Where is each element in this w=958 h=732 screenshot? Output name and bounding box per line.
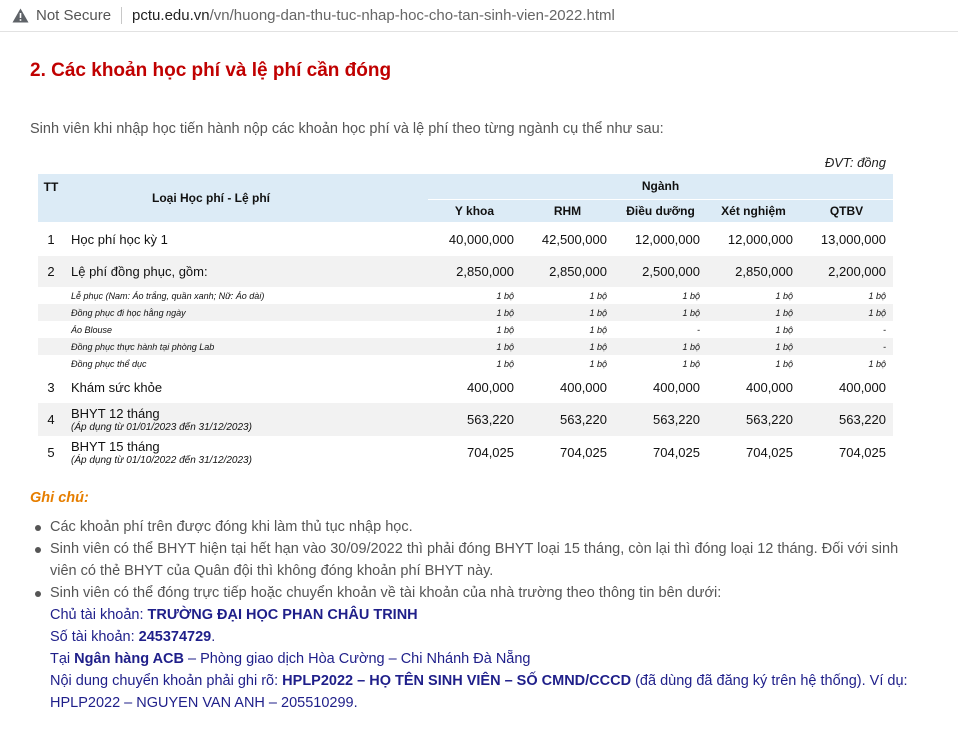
row-number [38,321,64,338]
list-item [32,516,912,538]
bullet [35,547,41,553]
value: Ngân hàng ACB [74,651,184,667]
label: Nội dung chuyển khoản phải ghi rõ: [50,673,283,689]
cell: 2,200,000 [800,256,893,287]
header-col: RHM [521,199,614,222]
cell: 1 bộ [800,304,893,321]
list-item [32,538,912,582]
row-label-text: BHYT 15 tháng [71,439,160,454]
row-number: 2 [38,256,64,287]
bullet [35,591,41,597]
cell: 13,000,000 [820,231,886,247]
cell: - [697,324,700,335]
cell: 1 bộ [614,338,707,355]
label: Chủ tài khoản: [50,607,148,623]
header-col: Xét nghiệm [707,199,800,222]
cell: 1 bộ [521,304,614,321]
cell: 2,850,000 [707,256,800,287]
cell: 2,850,000 [428,256,521,287]
transfer-content [50,670,912,714]
cell: 1 bộ [521,338,614,355]
row-number: 3 [47,380,55,395]
address-bar[interactable] [0,0,958,32]
cell: 704,025 [653,445,700,460]
header-type: Loại Học phí - Lệ phí [64,174,428,222]
url-host: pctu.edu.vn [132,7,210,24]
table-row [38,436,893,469]
cell: 1 bộ [682,358,700,369]
bullet [35,525,41,531]
label: Số tài khoản: [50,629,139,645]
cell: 563,220 [428,403,521,436]
url-path: /vn/huong-dan-thu-tuc-nhap-hoc-cho-tan-sinh-vien-2022.html [209,7,615,24]
cell: 1 bộ [707,304,800,321]
unit-label: ĐVT: đồng [824,155,886,170]
table-row [38,222,893,256]
cell: 400,000 [839,380,886,395]
value: TRƯỜNG ĐẠI HỌC PHAN CHÂU TRINH [147,607,418,623]
cell: 400,000 [653,380,700,395]
table-row [38,355,893,372]
cell: 2,850,000 [521,256,614,287]
cell: 563,220 [614,403,707,436]
table-row [38,403,893,436]
cell: 704,025 [746,445,793,460]
row-number [38,338,64,355]
section-title: 2. Các khoản học phí và lệ phí cần đóng [30,60,392,81]
row-number [38,304,64,321]
row-label: Lễ phục (Nam: Áo trắng, quần xanh; Nữ: Áo dài) [71,290,265,301]
header-nganh: Ngành [428,174,893,199]
intro-text: Sinh viên khi nhập học tiến hành nộp các khoản học phí và lệ phí theo từng ngành cụ thể như sau: [30,121,664,137]
label: (đã dùng đã đăng ký trên hệ thống). Ví dụ: HPLP2022 – NGUYEN VAN ANH – 205510299. [50,673,908,711]
row-label: Khám sức khỏe [71,380,163,395]
notes-heading: Ghi chú: [30,490,89,506]
cell: 400,000 [560,380,607,395]
row-number [38,355,64,372]
cell: 1 bộ [775,290,793,301]
label: . [211,629,216,645]
table-row [38,338,893,355]
label: – Phòng giao dịch Hòa Cường – Chi Nhánh Đà Nẵng [184,651,531,667]
row-label: Đồng phục thể dục [71,358,147,369]
value: HPLP2022 – HỌ TÊN SINH VIÊN – SỐ CMND/CCCD [282,673,632,689]
cell: 1 bộ [496,358,514,369]
cell: 1 bộ [868,358,886,369]
cell: 1 bộ [589,324,607,335]
list-item [32,582,912,714]
cell: - [800,338,893,355]
header-col: QTBV [800,199,893,222]
cell: 1 bộ [428,338,521,355]
cell: 12,000,000 [634,231,700,247]
cell: 400,000 [467,380,514,395]
cell: 1 bộ [496,290,514,301]
url-text[interactable] [132,7,615,24]
table-row [38,321,893,338]
row-number: 1 [47,231,55,247]
row-number: 4 [38,403,64,436]
note-text: Các khoản phí trên được đóng khi làm thủ tục nhập học. [50,519,413,535]
account-owner [50,604,912,626]
label: Tại [50,651,75,667]
cell: - [883,324,886,335]
table-row [38,372,893,403]
table-row [38,287,893,304]
note-text: Sinh viên có thể BHYT hiện tại hết hạn vào 30/09/2022 thì phải đóng BHYT loại 15 tháng, còn lại thì đóng loại 12 tháng. Đối với sinh viên có thẻ BHYT của Quân đội thì không đóng khoản phí BHYT này. [50,541,899,579]
cell: 1 bộ [868,290,886,301]
cell: 400,000 [746,380,793,395]
cell: 1 bộ [496,324,514,335]
table-row [38,304,893,321]
account-number [50,626,912,648]
header-col: Y khoa [428,199,521,222]
row-label [64,403,428,436]
cell: 1 bộ [682,290,700,301]
row-label: Đồng phục thực hành tại phòng Lab [64,338,428,355]
value: 245374729 [138,629,212,645]
row-label-text: BHYT 12 tháng [71,406,160,421]
cell: 704,025 [467,445,514,460]
row-label: Áo Blouse [71,324,113,335]
row-number: 5 [47,445,55,460]
cell: 563,220 [800,403,893,436]
row-label [64,436,428,469]
bank-info [50,648,912,670]
row-label: Học phí học kỳ 1 [71,231,168,247]
row-number [38,287,64,304]
cell: 40,000,000 [448,231,514,247]
cell: 1 bộ [775,324,793,335]
cell: 1 bộ [775,358,793,369]
cell: 704,025 [839,445,886,460]
divider [121,7,122,24]
row-label: Đồng phục đi học hằng ngày [64,304,428,321]
note-text: Sinh viên có thể đóng trực tiếp hoặc chuyển khoản về tài khoản của nhà trường theo thông tin bên dưới: [50,585,722,601]
row-note: (Áp dụng từ 01/01/2023 đến 31/12/2023) [71,422,252,433]
row-note: (Áp dụng từ 01/10/2022 đến 31/12/2023) [71,455,252,466]
warning-icon [12,8,29,23]
security-label[interactable]: Not Secure [36,7,112,24]
cell: 563,220 [521,403,614,436]
header-col: Điều dưỡng [614,199,707,222]
cell: 563,220 [707,403,800,436]
row-label: Lệ phí đồng phục, gồm: [64,256,428,287]
table-row [38,256,893,287]
cell: 1 bộ [589,358,607,369]
cell: 1 bộ [428,304,521,321]
cell: 1 bộ [707,338,800,355]
cell: 1 bộ [614,304,707,321]
notes-list [32,516,912,714]
header-tt: TT [38,174,64,222]
cell: 2,500,000 [614,256,707,287]
cell: 704,025 [560,445,607,460]
cell: 42,500,000 [541,231,607,247]
cell: 1 bộ [589,290,607,301]
cell: 12,000,000 [727,231,793,247]
fee-table [38,174,893,469]
